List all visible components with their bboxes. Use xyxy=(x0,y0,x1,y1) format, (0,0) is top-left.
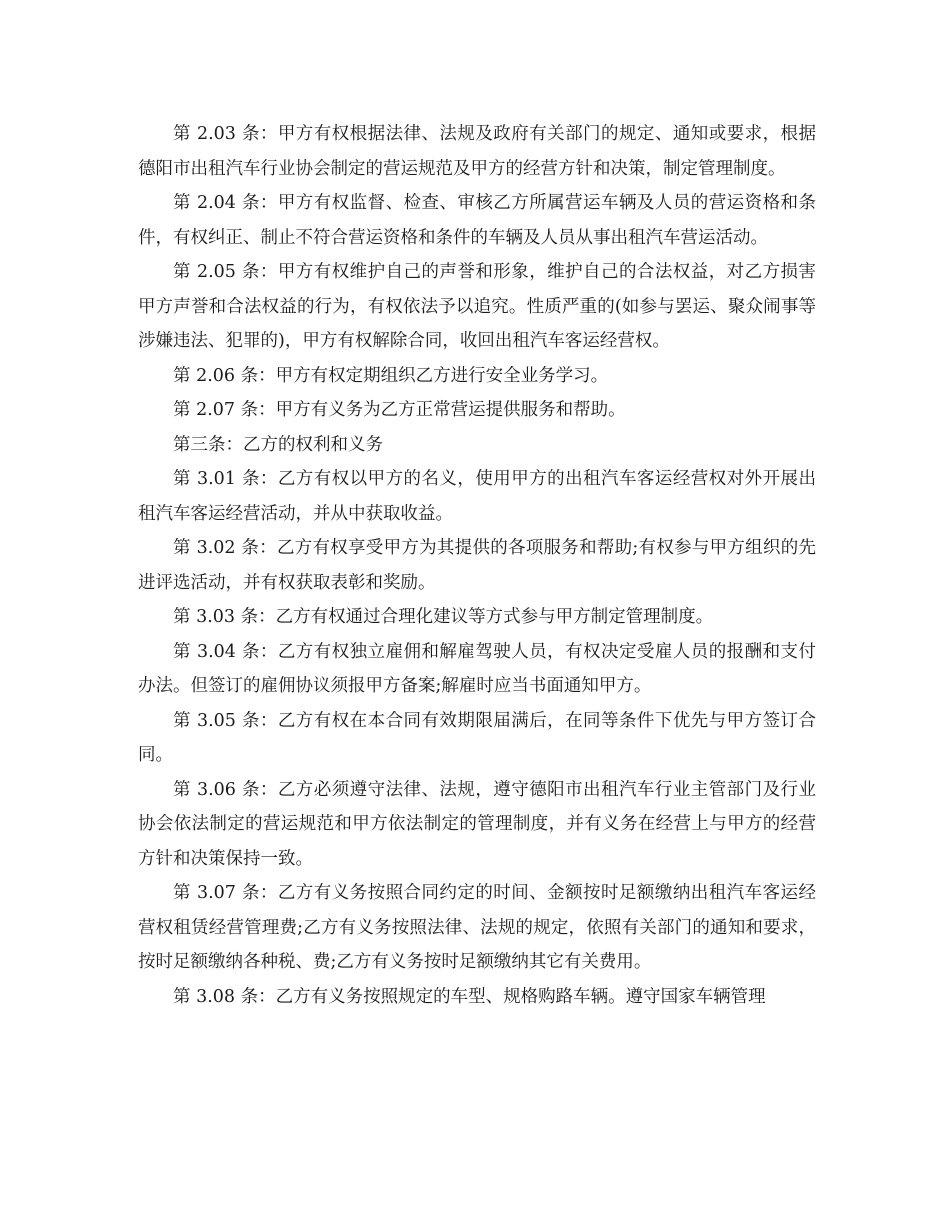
clause-2-04: 第 2.04 条：甲方有权监督、检查、审核乙方所属营运车辆及人员的营运资格和条件，有权纠正、制止不符合营运资格和条件的车辆及人员从事出租汽车营运活动。 xyxy=(138,193,816,248)
clause-2-05: 第 2.05 条：甲方有权维护自己的声誉和形象，维护自己的合法权益，对乙方损害甲方声誉和合法权益的行为，有权依法予以追究。性质严重的(如参与罢运、聚众闹事等涉嫌违法、犯罪的)，甲方有权解除合同，收回出租汽车客运经营权。 xyxy=(138,262,816,351)
clause-3-07: 第 3.07 条：乙方有义务按照合同约定的时间、金额按时足额缴纳出租汽车客运经营权租赁经营管理费;乙方有义务按照法律、法规的规定，依照有关部门的通知和要求，按时足额缴纳各种税、费;乙方有义务按时足额缴纳其它有关费用。 xyxy=(138,883,816,972)
clause-3-08: 第 3.08 条：乙方有义务按照规定的车型、规格购路车辆。遵守国家车辆管理 xyxy=(173,986,766,1007)
clause-3-05: 第 3.05 条：乙方有权在本合同有效期限届满后，在同等条件下优先与甲方签订合同。 xyxy=(138,710,816,765)
clause-3-04: 第 3.04 条：乙方有权独立雇佣和解雇驾驶人员，有权决定受雇人员的报酬和支付办法。但签订的雇佣协议须报甲方备案;解雇时应当书面通知甲方。 xyxy=(138,641,816,696)
clause-3-06: 第 3.06 条：乙方必须遵守法律、法规，遵守德阳市出租汽车行业主管部门及行业协会依法制定的营运规范和甲方依法制定的管理制度，并有义务在经营上与甲方的经营方针和决策保持一致。 xyxy=(138,779,816,869)
section-heading-3: 第三条：乙方的权利和义务 xyxy=(173,434,383,455)
document-page xyxy=(138,117,816,1014)
clause-2-03: 第 2.03 条：甲方有权根据法律、法规及政府有关部门的规定、通知或要求，根据德阳市出租汽车行业协会制定的营运规范及甲方的经营方针和决策，制定管理制度。 xyxy=(138,124,816,179)
clause-3-01: 第 3.01 条：乙方有权以甲方的名义，使用甲方的出租汽车客运经营权对外开展出租汽车客运经营活动，并从中获取收益。 xyxy=(138,469,816,524)
clause-3-02: 第 3.02 条：乙方有权享受甲方为其提供的各项服务和帮助;有权参与甲方组织的先进评选活动，并有权获取表彰和奖励。 xyxy=(138,538,816,593)
clause-2-07: 第 2.07 条：甲方有义务为乙方正常营运提供服务和帮助。 xyxy=(173,400,626,420)
clause-2-06: 第 2.06 条：甲方有权定期组织乙方进行安全业务学习。 xyxy=(173,365,609,386)
clause-3-03: 第 3.03 条：乙方有权通过合理化建议等方式参与甲方制定管理制度。 xyxy=(173,607,714,627)
